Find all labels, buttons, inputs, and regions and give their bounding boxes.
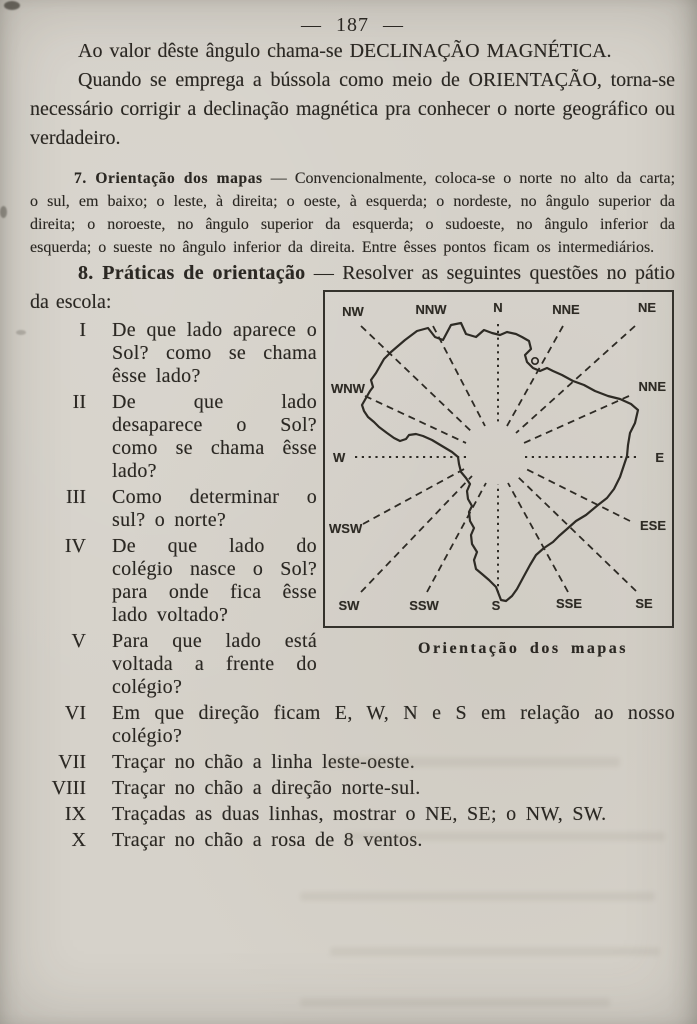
compass-line-wnw <box>365 396 466 443</box>
map-figure <box>323 290 675 663</box>
compass-label-e: E <box>655 450 664 465</box>
list-item <box>30 829 675 852</box>
item-text: Traçar no chão a rosa de 8 ventos. <box>112 829 423 851</box>
compass-label-ese: ESE <box>639 518 666 533</box>
compass-line-ese <box>524 468 630 521</box>
compass-label-se: SE <box>635 596 653 611</box>
ink-speck <box>16 330 26 335</box>
compass-label-nnw: NNW <box>415 302 447 317</box>
compass-line-nne <box>524 396 629 443</box>
compass-label-w: W <box>333 450 346 465</box>
item-text: Traçar no chão a direção norte-sul. <box>112 777 421 799</box>
item-numeral: X <box>71 829 86 851</box>
list-item <box>30 803 675 826</box>
river-delta-island <box>532 358 538 364</box>
list-item <box>30 702 675 748</box>
item-text: Como determinar o sul? o norte? <box>112 486 317 531</box>
list-item <box>30 486 317 532</box>
item-text: Traçar no chão a linha leste-oeste. <box>112 751 415 773</box>
item-numeral: II <box>72 391 86 413</box>
item-numeral: IX <box>64 803 86 825</box>
compass-labels-group <box>329 300 666 613</box>
compass-line-nw <box>361 326 473 433</box>
compass-line-sw <box>361 476 472 592</box>
list-item <box>30 630 317 699</box>
section-7-paragraph <box>30 167 675 259</box>
list-item <box>30 319 317 388</box>
list-item <box>30 535 317 627</box>
section-8-title: 8. Práticas de orientação <box>78 262 306 284</box>
section-7-separator: — <box>262 170 295 187</box>
bleed-through-mark <box>300 892 655 901</box>
compass-label-ssw: SSW <box>409 598 439 613</box>
item-text: De que lado do colégio nasce o Sol? para onde fica êsse lado voltado? <box>112 535 317 626</box>
compass-line-ssw <box>427 483 486 592</box>
compass-line-wsw <box>363 468 466 524</box>
list-item <box>30 751 675 774</box>
ink-speck <box>0 206 7 218</box>
paragraph-declinacao: Ao valor dêste ângulo chama-se DECLINAÇÃO MAGNÉTICA. <box>78 40 612 62</box>
map-figure-svg <box>323 290 674 628</box>
compass-label-ne: NE <box>637 300 657 315</box>
compass-label-sse: SSE <box>555 596 583 611</box>
compass-label-s: S <box>491 598 501 613</box>
list-item <box>30 391 317 483</box>
item-text: De que lado desaparece o Sol? como se chama êsse lado? <box>112 391 317 482</box>
compass-label-wnw: WNW <box>331 381 365 396</box>
brazil-outline <box>362 323 638 601</box>
compass-label-nne: NNE <box>638 379 666 394</box>
ink-speck <box>4 1 20 10</box>
compass-lines-group <box>355 324 636 593</box>
figure-caption: Orientação dos mapas <box>418 640 628 657</box>
section-7-body-text: Convencionalmente, coloca-se o norte no alto da carta; o sul, em baixo; o leste, à direita; o oeste, à esquerda; o nordeste, no ângulo superior da direita; o noroeste, no ângulo superior da esquerda; o sudoeste, no ângulo inferior da esquerda; o sueste no ângulo inferior da direita. Entre êsses pontos ficam os intermediários. <box>30 170 676 256</box>
item-numeral: I <box>79 319 86 341</box>
compass-label-sw: SW <box>338 598 360 613</box>
compass-line-nne <box>507 326 563 426</box>
compass-label-nne: NNE <box>552 302 580 317</box>
item-numeral: V <box>71 630 86 652</box>
item-text: De que lado aparece o Sol? como se chama êsse lado? <box>112 319 317 387</box>
compass-line-nnw <box>433 326 485 426</box>
list-item <box>30 777 675 800</box>
item-text: Traçadas as duas linhas, mostrar o NE, SE; o NW, SW. <box>112 803 607 825</box>
section-7-title: 7. Orientação dos mapas <box>74 170 263 187</box>
item-numeral: IV <box>64 535 86 557</box>
compass-label-n: N <box>493 300 503 315</box>
item-numeral: VI <box>64 702 86 724</box>
section-8-tail-text: questões no pátio da escola: <box>30 262 676 313</box>
paragraph-bussola: Quando se emprega a bússola como meio de ORIENTAÇÃO, torna-se necessário corrigir a declinação magnética pra conhecer o norte geográfico ou verdadeiro. <box>30 69 675 149</box>
compass-label-nw: NW <box>342 304 364 319</box>
page-number: — 187 — <box>301 14 404 36</box>
bleed-through-mark <box>300 998 610 1007</box>
compass-label-wsw: WSW <box>329 521 363 536</box>
item-numeral: VII <box>58 751 86 773</box>
item-text: Em que direção ficam E, W, N e S em relação ao nosso colégio? <box>112 702 675 747</box>
bleed-through-mark <box>330 947 660 956</box>
item-numeral: VIII <box>51 777 86 799</box>
section-8-lead-text: — Resolver as seguintes <box>305 262 530 284</box>
item-numeral: III <box>66 486 86 508</box>
item-text: Para que lado está voltada a frente do colégio? <box>112 630 317 698</box>
